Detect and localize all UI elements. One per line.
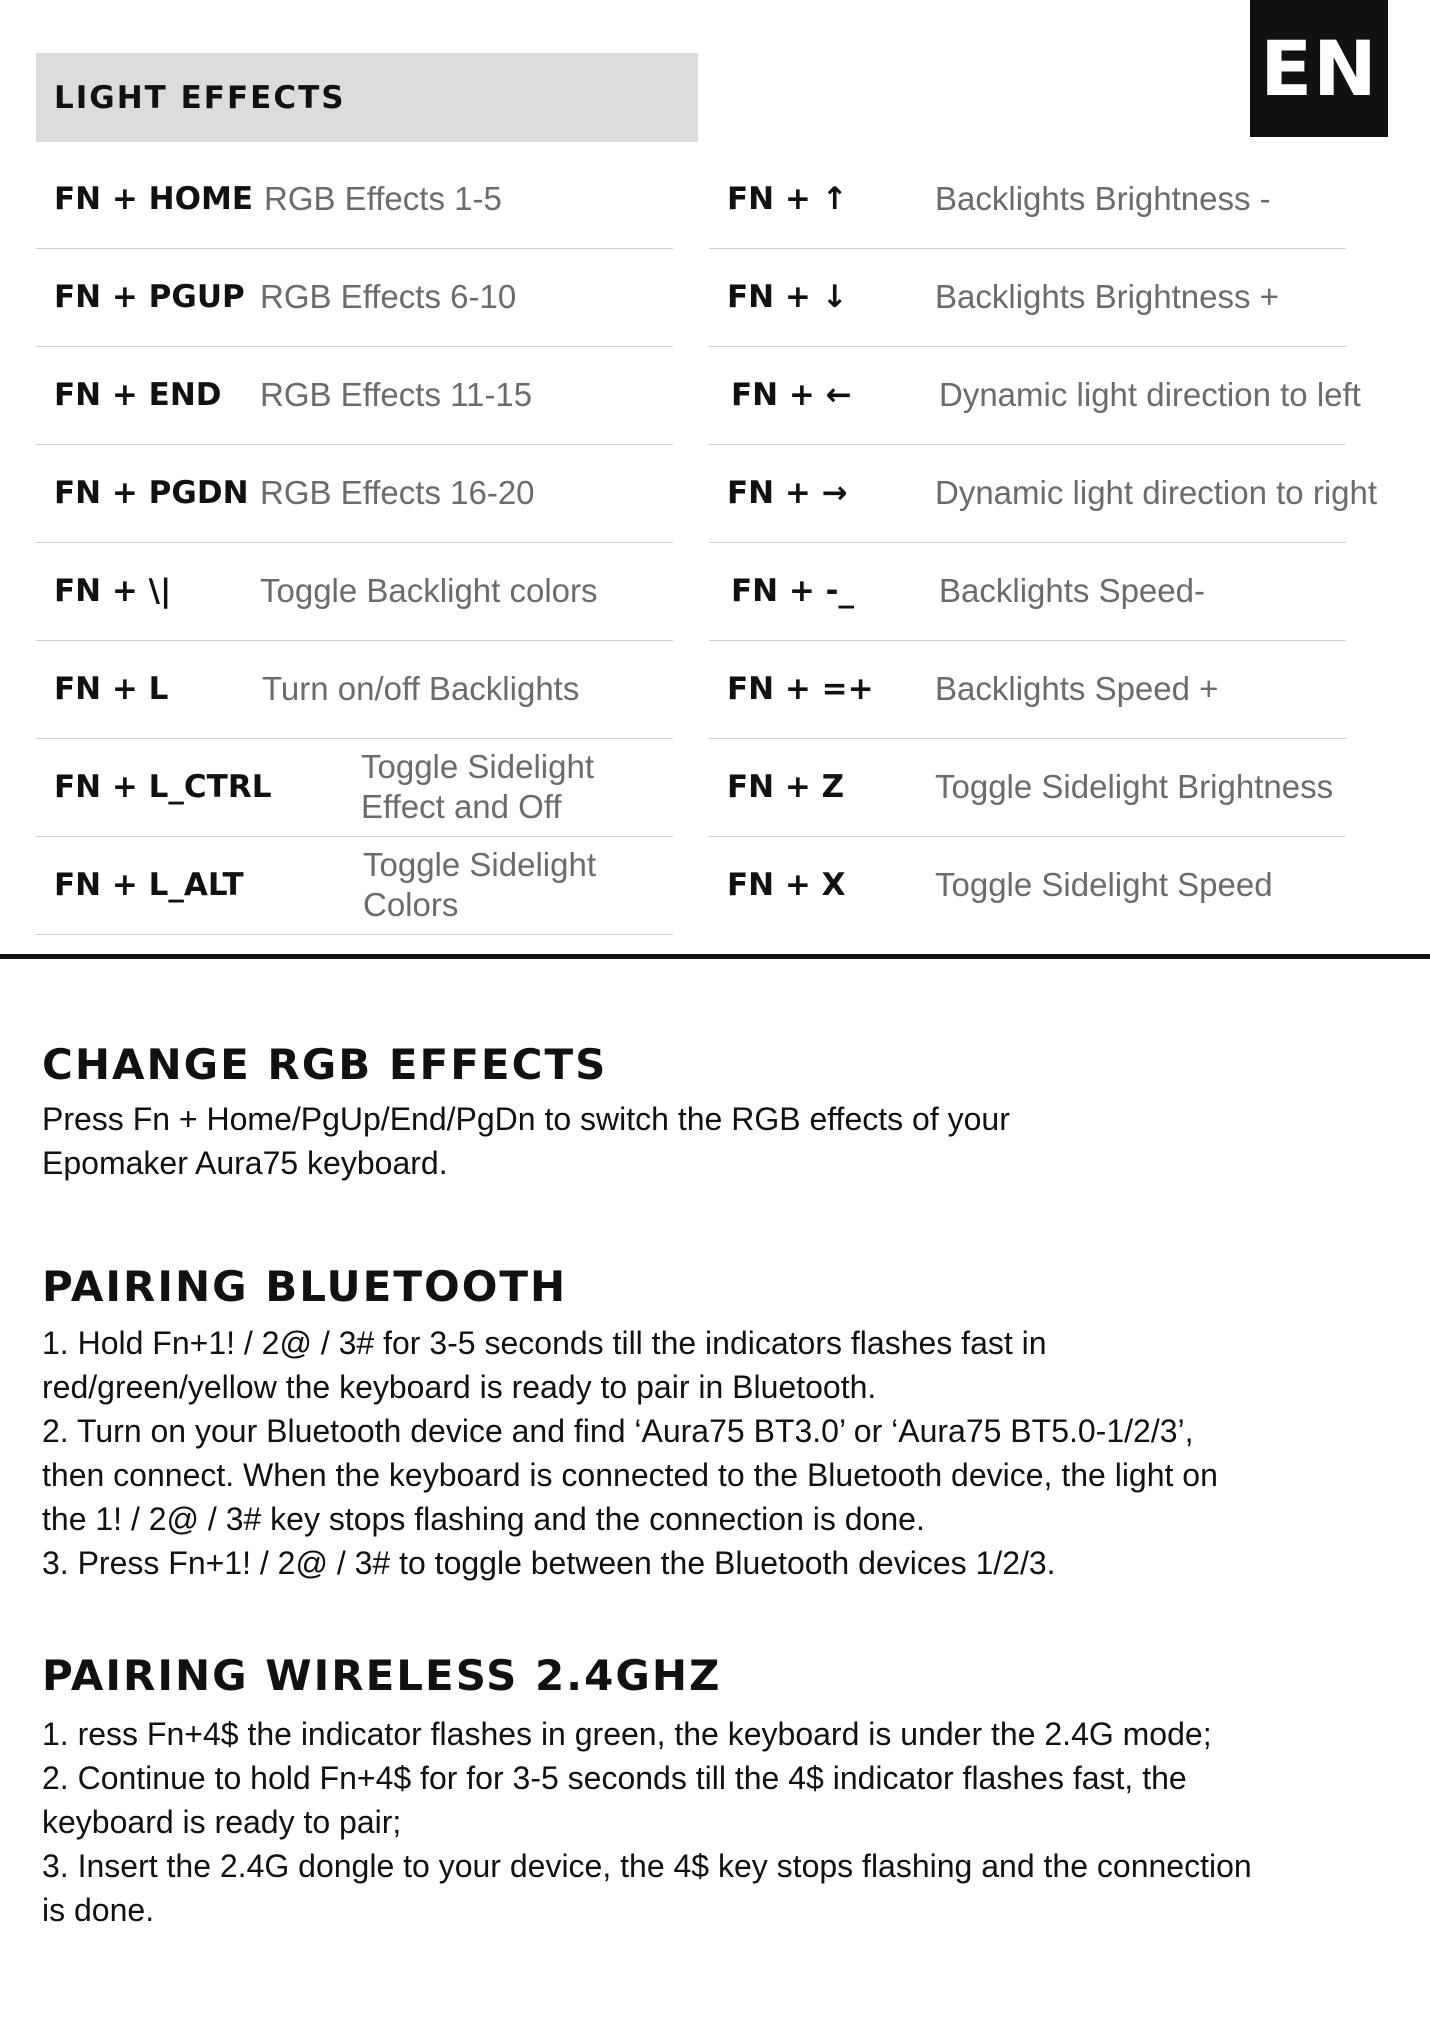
section-heading: PAIRING BLUETOOTH xyxy=(42,1262,568,1311)
shortcut-desc: Backlights Speed + xyxy=(935,670,1219,707)
paragraph-line: red/green/yellow the keyboard is ready to pair in Bluetooth. xyxy=(42,1369,877,1405)
shortcut-desc: Backlights Speed- xyxy=(939,572,1205,609)
shortcut-desc-line: Effect and Off xyxy=(361,788,562,825)
section-divider xyxy=(0,954,1430,959)
section-title: LIGHT EFFECTS xyxy=(54,79,346,116)
paragraph-line: Epomaker Aura75 keyboard. xyxy=(42,1145,448,1181)
shortcut-row xyxy=(36,641,673,739)
shortcut-desc xyxy=(361,739,594,835)
paragraph-line: is done. xyxy=(42,1892,155,1928)
shortcut-row xyxy=(36,739,673,837)
shortcut-row xyxy=(709,445,1378,543)
shortcut-desc: Dynamic light direction to left xyxy=(939,376,1361,413)
shortcut-key: FN + \| xyxy=(54,573,172,609)
shortcut-key: FN + ← xyxy=(731,377,852,413)
paragraph-line: 2. Continue to hold Fn+4$ for for 3-5 seconds till the 4$ indicator flashes fast, the xyxy=(42,1760,1187,1796)
shortcut-list-right xyxy=(709,151,1378,934)
shortcut-row xyxy=(36,445,673,543)
shortcut-desc: RGB Effects 6-10 xyxy=(260,278,517,315)
shortcut-key: FN + Z xyxy=(727,769,845,805)
section-header-light-effects xyxy=(36,53,698,142)
paragraph-line: 3. Insert the 2.4G dongle to your device, the 4$ key stops flashing and the connection xyxy=(42,1848,1252,1884)
section-pairing-wireless xyxy=(42,1651,1372,1932)
shortcut-key: FN + ↓ xyxy=(727,279,848,315)
shortcut-key: FN + =+ xyxy=(727,671,874,707)
shortcut-row xyxy=(709,739,1346,837)
shortcut-key: FN + HOME xyxy=(54,181,254,217)
shortcut-desc: Toggle Sidelight Speed xyxy=(935,866,1273,903)
shortcut-key: FN + ↑ xyxy=(727,181,848,217)
shortcut-key: FN + L_CTRL xyxy=(54,769,272,805)
section-body xyxy=(42,1097,1372,1185)
shortcut-desc: Backlights Brightness + xyxy=(935,278,1279,315)
section-body xyxy=(42,1321,1372,1585)
shortcut-desc-line: Toggle Sidelight xyxy=(361,748,594,785)
section-heading: PAIRING WIRELESS 2.4GHZ xyxy=(42,1651,722,1700)
paragraph-line: the 1! / 2@ / 3# key stops flashing and the connection is done. xyxy=(42,1501,925,1537)
paragraph-line: then connect. When the keyboard is connected to the Bluetooth device, the light on xyxy=(42,1457,1218,1493)
shortcut-row xyxy=(36,543,673,641)
shortcut-desc: Backlights Brightness - xyxy=(935,180,1271,217)
shortcut-key: FN + X xyxy=(727,867,846,903)
paragraph-line: 1. Hold Fn+1! / 2@ / 3# for 3-5 seconds till the indicators flashes fast in xyxy=(42,1325,1047,1361)
shortcut-row xyxy=(709,641,1346,739)
shortcut-desc: RGB Effects 11-15 xyxy=(260,376,533,413)
paragraph-line: Press Fn + Home/PgUp/End/PgDn to switch the RGB effects of your xyxy=(42,1101,1010,1137)
shortcut-key: FN + L xyxy=(54,671,169,707)
shortcut-key: FN + → xyxy=(727,475,848,511)
section-body xyxy=(42,1712,1372,1932)
shortcut-key: FN + -_ xyxy=(731,573,855,609)
shortcut-key: FN + L_ALT xyxy=(54,867,244,903)
shortcut-desc: RGB Effects 1-5 xyxy=(264,180,502,217)
shortcut-row xyxy=(36,347,673,445)
shortcut-key: FN + END xyxy=(54,377,222,413)
shortcut-row xyxy=(709,837,1346,934)
shortcut-row xyxy=(36,837,673,935)
shortcut-desc xyxy=(363,837,596,933)
language-badge: EN xyxy=(1250,0,1388,137)
shortcut-list-left xyxy=(36,151,673,935)
section-change-rgb xyxy=(42,1040,1372,1185)
shortcut-row xyxy=(36,249,673,347)
shortcut-desc: Turn on/off Backlights xyxy=(262,670,580,707)
paragraph-line: 1. ress Fn+4$ the indicator flashes in green, the keyboard is under the 2.4G mode; xyxy=(42,1716,1212,1752)
shortcut-row xyxy=(709,543,1346,641)
paragraph-line: keyboard is ready to pair; xyxy=(42,1804,402,1840)
shortcut-row xyxy=(709,151,1346,249)
section-heading: CHANGE RGB EFFECTS xyxy=(42,1040,608,1089)
shortcut-desc: Toggle Sidelight Brightness xyxy=(935,768,1334,805)
paragraph-line: 3. Press Fn+1! / 2@ / 3# to toggle between the Bluetooth devices 1/2/3. xyxy=(42,1545,1056,1581)
paragraph-line: 2. Turn on your Bluetooth device and find ‘Aura75 BT3.0’ or ‘Aura75 BT5.0-1/2/3’, xyxy=(42,1413,1194,1449)
shortcut-key: FN + PGUP xyxy=(54,279,245,315)
shortcut-desc-line: Colors xyxy=(363,886,459,923)
shortcut-key: FN + PGDN xyxy=(54,475,249,511)
shortcut-row xyxy=(709,347,1361,445)
shortcut-desc: Dynamic light direction to right xyxy=(935,474,1378,511)
shortcut-desc-line: Toggle Sidelight xyxy=(363,846,596,883)
shortcut-desc: RGB Effects 16-20 xyxy=(260,474,535,511)
shortcut-desc: Toggle Backlight colors xyxy=(260,572,598,609)
section-pairing-bluetooth xyxy=(42,1262,1372,1585)
shortcut-row xyxy=(36,151,673,249)
shortcut-row xyxy=(709,249,1346,347)
